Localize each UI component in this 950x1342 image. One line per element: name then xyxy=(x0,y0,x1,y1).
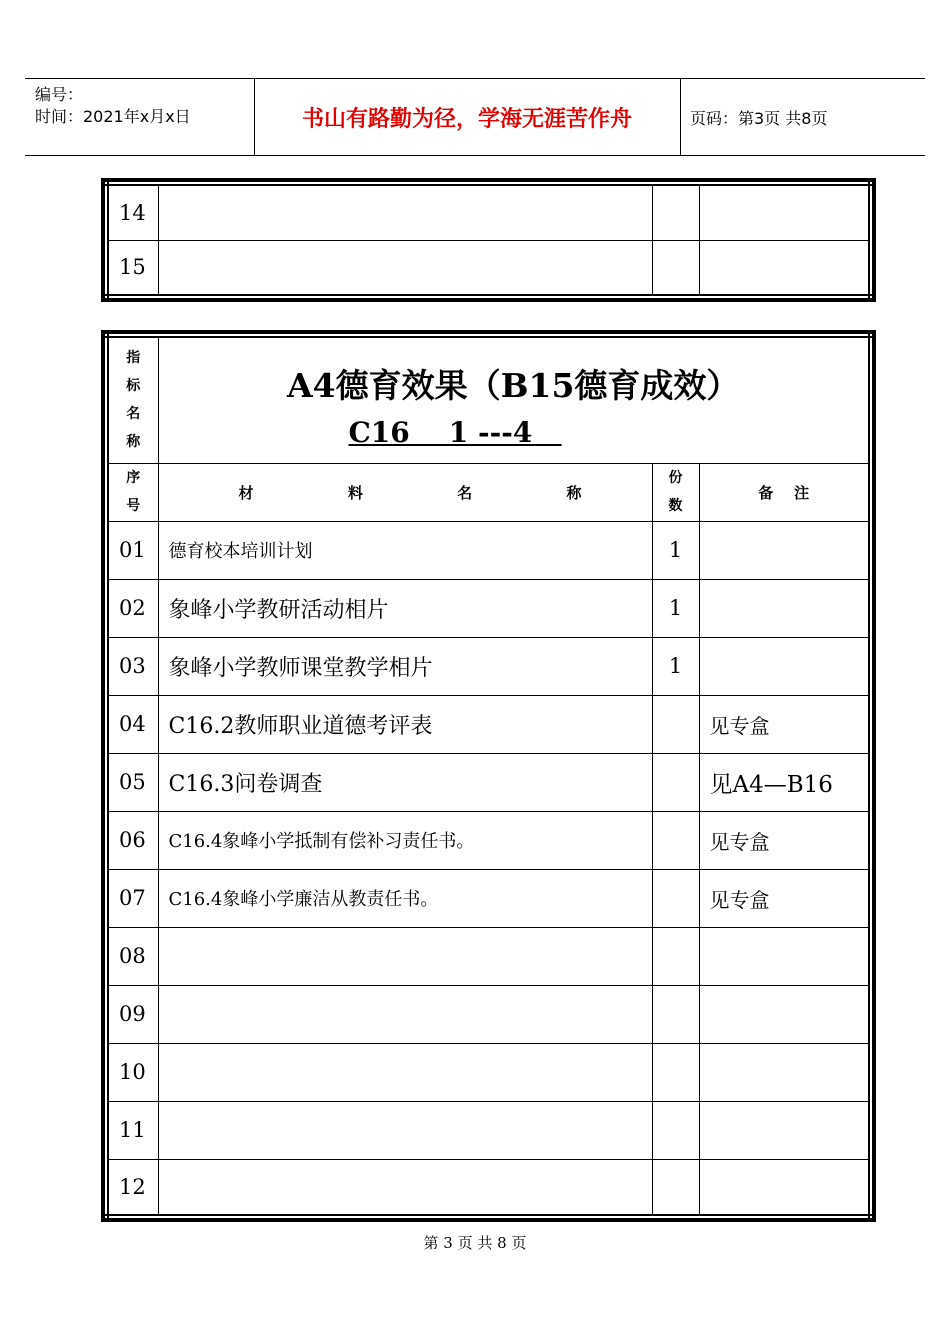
header-char: 序 xyxy=(126,470,141,486)
material-name xyxy=(158,985,652,1043)
remark: 见专盒 xyxy=(699,695,871,753)
title-row xyxy=(106,335,871,463)
table-row xyxy=(106,869,871,927)
material-name: 象峰小学教师课堂教学相片 xyxy=(158,637,652,695)
table-row xyxy=(106,927,871,985)
remark xyxy=(699,1159,871,1217)
remark xyxy=(699,521,871,579)
material-name xyxy=(158,240,652,297)
header-char: 名 xyxy=(457,483,473,502)
label-char: 标 xyxy=(126,378,141,395)
material-name xyxy=(158,927,652,985)
table-row xyxy=(106,637,871,695)
material-name xyxy=(158,183,652,240)
time-label: 时间：2021年x月x日 xyxy=(35,107,191,126)
remark xyxy=(699,579,871,637)
row-number: 03 xyxy=(106,637,158,695)
row-number: 04 xyxy=(106,695,158,753)
row-number: 12 xyxy=(106,1159,158,1217)
row-number: 08 xyxy=(106,927,158,985)
copy-count: 1 xyxy=(652,521,699,579)
indicator-subtitle: C16 1 ---4 xyxy=(348,416,562,449)
col-header-name xyxy=(158,463,652,521)
col-header-remark: 备 注 xyxy=(699,463,871,521)
copy-count xyxy=(652,1101,699,1159)
header-char: 料 xyxy=(347,483,363,502)
copy-count xyxy=(652,240,699,297)
material-name xyxy=(158,1043,652,1101)
table-row xyxy=(106,811,871,869)
row-number: 14 xyxy=(106,183,158,240)
copy-count xyxy=(652,985,699,1043)
table-row xyxy=(106,753,871,811)
label-char: 名 xyxy=(126,406,141,423)
remark xyxy=(699,1101,871,1159)
header-char: 份 xyxy=(668,470,683,486)
col-header-no xyxy=(106,463,158,521)
page-header xyxy=(25,78,925,156)
remark xyxy=(699,637,871,695)
material-name: C16.2教师职业道德考评表 xyxy=(158,695,652,753)
column-header-row xyxy=(106,463,871,521)
indicator-label xyxy=(106,335,158,463)
material-name: C16.3问卷调查 xyxy=(158,753,652,811)
page-info: 页码：第3页 共8页 xyxy=(690,108,828,128)
remark xyxy=(699,240,871,297)
copy-count xyxy=(652,695,699,753)
row-number: 01 xyxy=(106,521,158,579)
label-char: 称 xyxy=(126,434,141,451)
material-name: 德育校本培训计划 xyxy=(158,521,652,579)
label-char: 指 xyxy=(126,350,141,367)
row-number: 11 xyxy=(106,1101,158,1159)
row-number: 09 xyxy=(106,985,158,1043)
table-row xyxy=(106,1043,871,1101)
row-number: 15 xyxy=(106,240,158,297)
row-number: 05 xyxy=(106,753,158,811)
materials-table xyxy=(103,332,874,1220)
material-name xyxy=(158,1101,652,1159)
continuation-table xyxy=(103,180,874,300)
header-char: 称 xyxy=(566,483,582,502)
material-name xyxy=(158,1159,652,1217)
material-name: C16.4象峰小学抵制有偿补习责任书。 xyxy=(158,811,652,869)
table-row xyxy=(106,1101,871,1159)
motto: 书山有路勤为径，学海无涯苦作舟 xyxy=(254,79,681,155)
number-label: 编号： xyxy=(35,85,84,104)
remark: 见A4—B16 xyxy=(699,753,871,811)
material-name: C16.4象峰小学廉洁从教责任书。 xyxy=(158,869,652,927)
table-row xyxy=(106,985,871,1043)
table-row xyxy=(106,240,871,297)
table-row xyxy=(106,579,871,637)
header-meta xyxy=(25,79,255,155)
copy-count xyxy=(652,927,699,985)
header-char: 数 xyxy=(668,498,683,514)
indicator-title-cell xyxy=(158,335,871,463)
remark xyxy=(699,927,871,985)
row-number: 02 xyxy=(106,579,158,637)
row-number: 06 xyxy=(106,811,158,869)
copy-count xyxy=(652,811,699,869)
indicator-title: A4德育效果（B15德育成效） xyxy=(287,366,740,405)
table-row xyxy=(106,183,871,240)
remark xyxy=(699,183,871,240)
copy-count xyxy=(652,1159,699,1217)
header-char: 材 xyxy=(238,483,254,502)
remark xyxy=(699,985,871,1043)
copy-count xyxy=(652,1043,699,1101)
table-row xyxy=(106,521,871,579)
page-footer: 第 3 页 共 8 页 xyxy=(423,1234,527,1252)
header-char: 号 xyxy=(126,498,141,514)
material-name: 象峰小学教研活动相片 xyxy=(158,579,652,637)
copy-count: 1 xyxy=(652,579,699,637)
copy-count: 1 xyxy=(652,637,699,695)
row-number: 10 xyxy=(106,1043,158,1101)
remark: 见专盒 xyxy=(699,811,871,869)
copy-count xyxy=(652,869,699,927)
remark: 见专盒 xyxy=(699,869,871,927)
copy-count xyxy=(652,753,699,811)
table-row xyxy=(106,1159,871,1217)
copy-count xyxy=(652,183,699,240)
col-header-count xyxy=(652,463,699,521)
remark xyxy=(699,1043,871,1101)
row-number: 07 xyxy=(106,869,158,927)
table-row xyxy=(106,695,871,753)
